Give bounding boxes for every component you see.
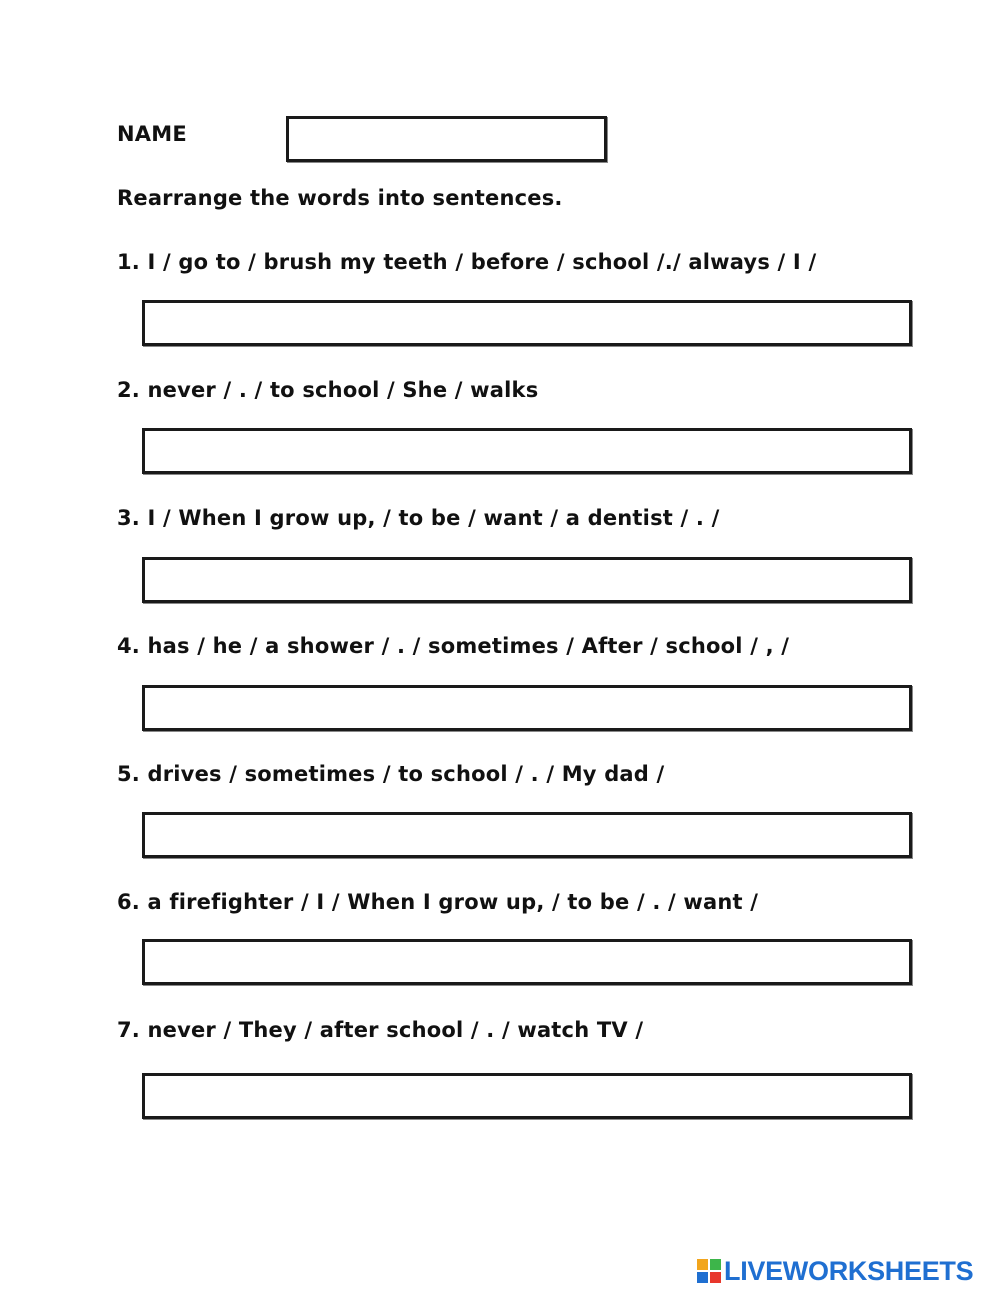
name-input[interactable] — [286, 116, 607, 162]
question-4-text: 4. has / he / a shower / . / sometimes / After / school / , / — [117, 634, 790, 658]
question-1-text: 1. I / go to / brush my teeth / before / school /./ always / I / — [117, 250, 817, 274]
logo-icon — [697, 1259, 721, 1283]
question-2-text: 2. never / . / to school / She / walks — [117, 378, 539, 402]
question-7-text: 7. never / They / after school / . / watch TV / — [117, 1018, 644, 1042]
answer-6-input[interactable] — [142, 939, 912, 985]
answer-4-input[interactable] — [142, 685, 912, 731]
liveworksheets-logo — [697, 1256, 973, 1286]
question-5-text: 5. drives / sometimes / to school / . / My dad / — [117, 762, 665, 786]
instruction-text: Rearrange the words into sentences. — [117, 186, 563, 210]
question-6-text: 6. a firefighter / I / When I grow up, / to be / . / want / — [117, 890, 759, 914]
answer-3-input[interactable] — [142, 557, 912, 603]
answer-7-input[interactable] — [142, 1073, 912, 1119]
logo-text: LIVEWORKSHEETS — [724, 1255, 974, 1286]
name-label: NAME — [117, 122, 187, 146]
answer-2-input[interactable] — [142, 428, 912, 474]
answer-1-input[interactable] — [142, 300, 912, 346]
answer-5-input[interactable] — [142, 812, 912, 858]
question-3-text: 3. I / When I grow up, / to be / want / a dentist / . / — [117, 506, 720, 530]
